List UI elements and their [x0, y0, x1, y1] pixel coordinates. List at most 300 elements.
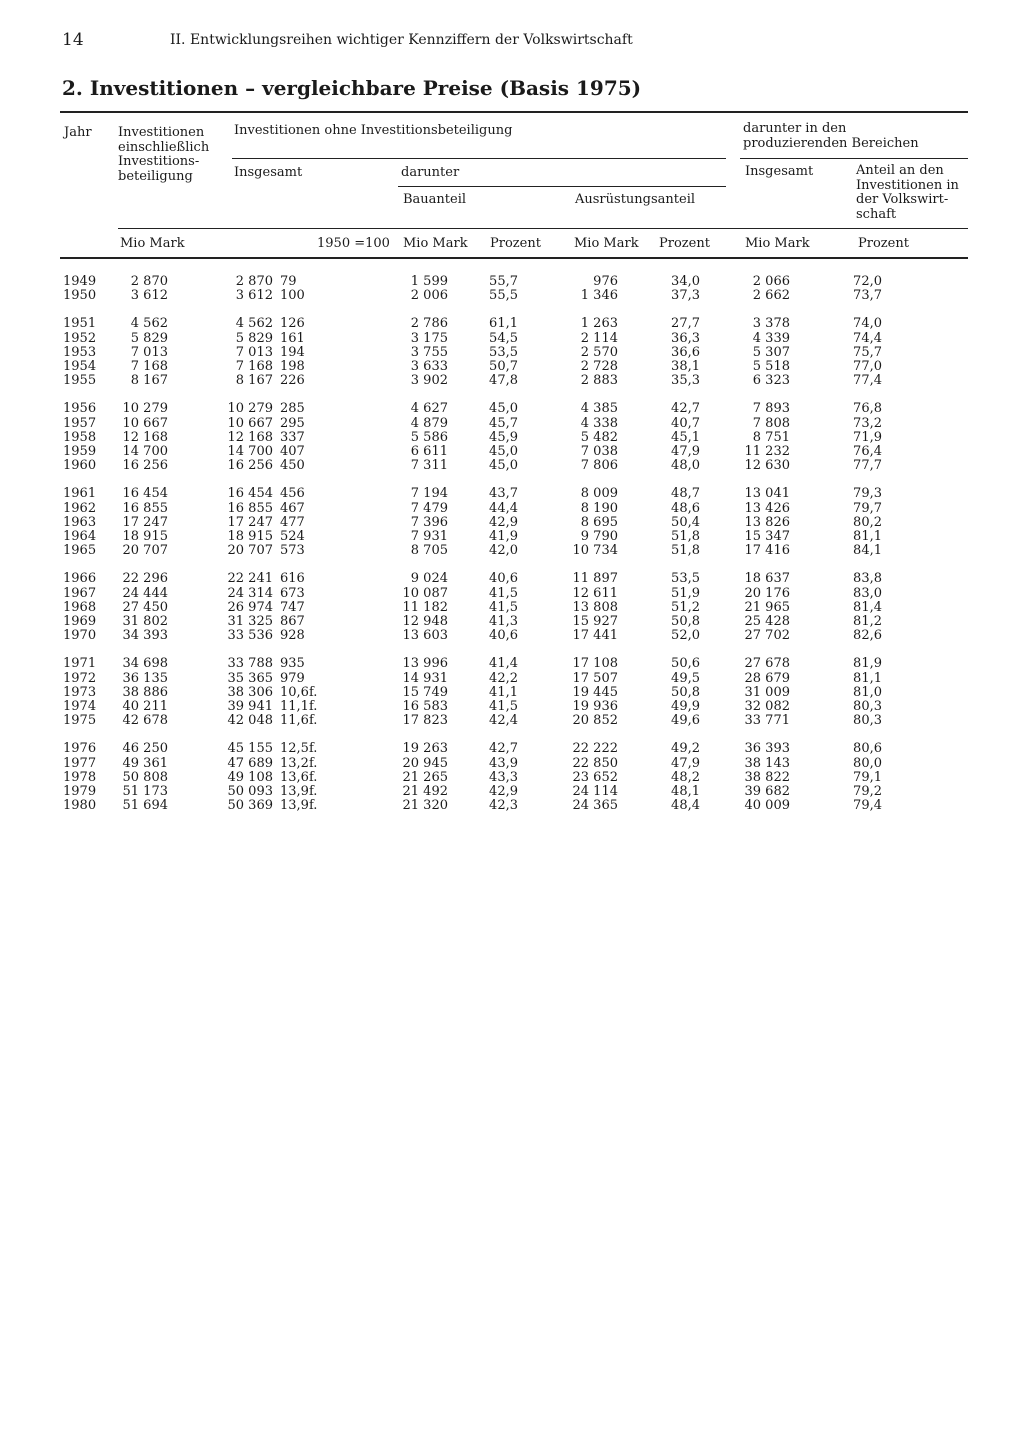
- cell-anteil-prozent: 82,6: [853, 628, 882, 644]
- cell-ausruestung-mio: 19 445: [572, 684, 618, 700]
- running-header: II. Entwicklungsreihen wichtiger Kennziffern der Volkswirtschaft: [170, 32, 633, 48]
- cell-inv-einschl: 4 562: [130, 316, 168, 332]
- header-prod-insgesamt: Insgesamt: [745, 164, 814, 179]
- cell-insgesamt: 8 167: [235, 373, 273, 389]
- header-anteil-line: der Volkswirt-: [856, 192, 949, 207]
- cell-insgesamt: 16 855: [227, 500, 273, 516]
- cell-ausruestung-mio: 17 441: [572, 628, 618, 644]
- cell-ausruestung-prozent: 50,4: [671, 514, 700, 530]
- cell-anteil-prozent: 80,0: [853, 755, 882, 771]
- cell-ausruestung-mio: 22 850: [572, 755, 618, 771]
- cell-ausruestung-mio: 13 808: [572, 599, 618, 615]
- cell-year: 1971: [63, 656, 97, 672]
- cell-index-1950: 79: [280, 274, 297, 289]
- table-title: 2. Investitionen – vergleichbare Preise (Basis 1975): [62, 76, 642, 100]
- cell-prod-mio: 38 143: [744, 755, 790, 771]
- cell-year: 1976: [63, 741, 97, 757]
- cell-inv-einschl: 38 886: [122, 684, 168, 700]
- cell-inv-einschl: 16 256: [122, 458, 168, 474]
- cell-bau-prozent: 47,8: [489, 373, 518, 389]
- cell-bau-mio: 14 931: [402, 670, 448, 686]
- cell-inv-einschl: 51 173: [122, 784, 168, 799]
- cell-prod-mio: 5 518: [752, 359, 790, 374]
- cell-prod-mio: 5 307: [752, 344, 790, 360]
- cell-index-1950: 198: [280, 359, 305, 374]
- unit-c9: Prozent: [858, 236, 909, 251]
- cell-prod-mio: 17 416: [744, 543, 790, 559]
- cell-ausruestung-prozent: 45,1: [671, 429, 700, 445]
- cell-bau-prozent: 55,7: [489, 274, 518, 289]
- cell-insgesamt: 50 369: [227, 798, 273, 814]
- cell-index-1950: 450: [280, 458, 305, 474]
- cell-bau-mio: 21 265: [402, 769, 448, 785]
- cell-bau-mio: 5 586: [410, 429, 448, 445]
- cell-bau-prozent: 40,6: [489, 628, 518, 644]
- cell-ausruestung-prozent: 38,1: [671, 359, 700, 374]
- cell-anteil-prozent: 79,1: [853, 769, 882, 785]
- cell-ausruestung-mio: 22 222: [572, 741, 618, 757]
- cell-ausruestung-mio: 8 695: [580, 514, 618, 530]
- cell-inv-einschl: 34 393: [122, 628, 168, 644]
- cell-year: 1968: [63, 599, 97, 615]
- cell-ausruestung-mio: 2 728: [580, 359, 618, 374]
- cell-inv-einschl: 24 444: [122, 585, 168, 601]
- cell-index-1950: 573: [280, 543, 305, 559]
- cell-inv-einschl: 18 915: [122, 529, 168, 544]
- cell-inv-einschl: 49 361: [122, 755, 168, 771]
- cell-bau-prozent: 43,9: [489, 755, 518, 771]
- cell-anteil-prozent: 81,0: [853, 684, 882, 700]
- cell-bau-mio: 20 945: [402, 755, 448, 771]
- cell-prod-mio: 2 662: [752, 288, 790, 304]
- cell-anteil-prozent: 74,4: [853, 330, 882, 346]
- cell-insgesamt: 7 013: [235, 344, 273, 360]
- cell-bau-prozent: 55,5: [489, 288, 518, 304]
- cell-inv-einschl: 16 855: [122, 500, 168, 516]
- cell-year: 1951: [63, 316, 97, 332]
- cell-year: 1962: [63, 500, 97, 516]
- cell-bau-prozent: 53,5: [489, 344, 518, 360]
- cell-insgesamt: 38 306: [227, 684, 273, 700]
- cell-ausruestung-mio: 2 114: [580, 330, 618, 346]
- cell-index-1950: 337: [280, 429, 305, 445]
- cell-prod-mio: 32 082: [744, 699, 790, 714]
- cell-bau-prozent: 41,5: [489, 699, 518, 714]
- cell-year: 1961: [63, 486, 97, 502]
- cell-insgesamt: 7 168: [235, 359, 273, 374]
- cell-inv-einschl: 17 247: [122, 514, 168, 530]
- cell-ausruestung-prozent: 50,6: [671, 656, 700, 672]
- cell-bau-mio: 13 603: [402, 628, 448, 644]
- cell-ausruestung-prozent: 47,9: [671, 755, 700, 771]
- cell-anteil-prozent: 80,6: [853, 741, 882, 757]
- cell-bau-prozent: 42,7: [489, 741, 518, 757]
- cell-ausruestung-mio: 7 806: [580, 458, 618, 474]
- cell-year: 1955: [63, 373, 97, 389]
- cell-bau-mio: 21 492: [402, 784, 448, 799]
- cell-bau-prozent: 40,6: [489, 571, 518, 587]
- cell-anteil-prozent: 79,3: [853, 486, 882, 502]
- cell-year: 1953: [63, 344, 97, 360]
- cell-ausruestung-prozent: 48,2: [671, 769, 700, 785]
- cell-ausruestung-mio: 2 883: [580, 373, 618, 389]
- cell-year: 1963: [63, 514, 97, 530]
- cell-bau-prozent: 61,1: [489, 316, 518, 332]
- cell-insgesamt: 10 279: [227, 401, 273, 417]
- cell-bau-mio: 1 599: [410, 274, 448, 289]
- cell-bau-prozent: 41,3: [489, 614, 518, 629]
- cell-insgesamt: 50 093: [227, 784, 273, 799]
- cell-insgesamt: 22 241: [227, 571, 273, 587]
- cell-bau-prozent: 41,5: [489, 599, 518, 615]
- cell-ausruestung-prozent: 37,3: [671, 288, 700, 304]
- cell-ausruestung-mio: 24 114: [572, 784, 618, 799]
- cell-index-1950: 616: [280, 571, 305, 587]
- unit-c4: Mio Mark: [403, 236, 468, 251]
- cell-inv-einschl: 20 707: [122, 543, 168, 559]
- cell-bau-mio: 8 705: [410, 543, 448, 559]
- cell-insgesamt: 33 788: [227, 656, 273, 672]
- unit-c3: 1950 =100: [317, 236, 390, 251]
- header-anteil: [856, 164, 959, 222]
- cell-bau-mio: 3 633: [410, 359, 448, 374]
- cell-anteil-prozent: 74,0: [853, 316, 882, 332]
- cell-prod-mio: 21 965: [744, 599, 790, 615]
- cell-ausruestung-prozent: 49,9: [671, 699, 700, 714]
- cell-ausruestung-mio: 976: [593, 274, 618, 289]
- unit-c7: Prozent: [659, 236, 710, 251]
- cell-bau-prozent: 45,9: [489, 429, 518, 445]
- cell-year: 1973: [63, 684, 97, 700]
- cell-bau-mio: 3 175: [410, 330, 448, 346]
- cell-ausruestung-prozent: 50,8: [671, 684, 700, 700]
- cell-index-1950: 407: [280, 444, 305, 459]
- cell-year: 1954: [63, 359, 97, 374]
- cell-ausruestung-prozent: 34,0: [671, 274, 700, 289]
- cell-index-1950: 524: [280, 529, 305, 544]
- header-anteil-line: Anteil an den: [856, 163, 944, 178]
- header-inv-ohne: Investitionen ohne Investitionsbeteiligung: [234, 123, 513, 138]
- cell-year: 1957: [63, 415, 97, 431]
- cell-bau-mio: 21 320: [402, 798, 448, 814]
- cell-insgesamt: 17 247: [227, 514, 273, 530]
- cell-bau-prozent: 42,9: [489, 514, 518, 530]
- rule-below-units: [60, 257, 968, 259]
- cell-ausruestung-mio: 9 790: [580, 529, 618, 544]
- cell-anteil-prozent: 81,2: [853, 614, 882, 629]
- cell-index-1950: 867: [280, 614, 305, 629]
- header-inv-einschl-line: beteiligung: [118, 168, 193, 184]
- cell-prod-mio: 38 822: [744, 769, 790, 785]
- cell-bau-mio: 12 948: [402, 614, 448, 629]
- cell-anteil-prozent: 73,2: [853, 415, 882, 431]
- cell-inv-einschl: 7 168: [130, 359, 168, 374]
- cell-prod-mio: 6 323: [752, 373, 790, 389]
- cell-bau-mio: 4 879: [410, 415, 448, 431]
- cell-ausruestung-prozent: 51,2: [671, 599, 700, 615]
- cell-ausruestung-mio: 24 365: [572, 798, 618, 814]
- cell-prod-mio: 12 630: [744, 458, 790, 474]
- cell-insgesamt: 35 365: [227, 670, 273, 686]
- cell-prod-mio: 25 428: [744, 614, 790, 629]
- cell-ausruestung-prozent: 51,8: [671, 543, 700, 559]
- cell-ausruestung-mio: 4 385: [580, 401, 618, 417]
- cell-year: 1972: [63, 670, 97, 686]
- cell-year: 1958: [63, 429, 97, 445]
- cell-bau-prozent: 43,3: [489, 769, 518, 785]
- cell-index-1950: 126: [280, 316, 305, 332]
- cell-prod-mio: 39 682: [744, 784, 790, 799]
- cell-index-1950: 747: [280, 599, 305, 615]
- cell-ausruestung-prozent: 53,5: [671, 571, 700, 587]
- cell-index-1950: 194: [280, 344, 305, 360]
- cell-anteil-prozent: 76,4: [853, 444, 882, 459]
- cell-year: 1956: [63, 401, 97, 417]
- cell-insgesamt: 42 048: [227, 713, 273, 729]
- rule-under-darunter: [398, 186, 726, 187]
- cell-bau-mio: 13 996: [402, 656, 448, 672]
- cell-inv-einschl: 36 135: [122, 670, 168, 686]
- cell-year: 1974: [63, 699, 97, 714]
- cell-anteil-prozent: 71,9: [853, 429, 882, 445]
- cell-anteil-prozent: 80,3: [853, 699, 882, 714]
- cell-insgesamt: 3 612: [235, 288, 273, 304]
- cell-anteil-prozent: 76,8: [853, 401, 882, 417]
- cell-inv-einschl: 31 802: [122, 614, 168, 629]
- cell-bau-prozent: 44,4: [489, 500, 518, 516]
- cell-ausruestung-mio: 5 482: [580, 429, 618, 445]
- cell-prod-mio: 3 378: [752, 316, 790, 332]
- cell-ausruestung-mio: 1 263: [580, 316, 618, 332]
- cell-prod-mio: 27 678: [744, 656, 790, 672]
- cell-ausruestung-prozent: 36,3: [671, 330, 700, 346]
- cell-bau-mio: 17 823: [402, 713, 448, 729]
- cell-inv-einschl: 5 829: [130, 330, 168, 346]
- cell-prod-mio: 31 009: [744, 684, 790, 700]
- cell-insgesamt: 18 915: [227, 529, 273, 544]
- unit-c6: Mio Mark: [574, 236, 639, 251]
- cell-index-1950: 477: [280, 514, 305, 530]
- cell-ausruestung-mio: 20 852: [572, 713, 618, 729]
- cell-ausruestung-prozent: 36,6: [671, 344, 700, 360]
- cell-prod-mio: 13 426: [744, 500, 790, 516]
- cell-year: 1970: [63, 628, 97, 644]
- cell-year: 1979: [63, 784, 97, 799]
- cell-inv-einschl: 3 612: [130, 288, 168, 304]
- cell-insgesamt: 47 689: [227, 755, 273, 771]
- cell-ausruestung-prozent: 51,8: [671, 529, 700, 544]
- cell-index-1950: 979: [280, 670, 305, 686]
- header-inv-einschl: [118, 126, 209, 184]
- cell-prod-mio: 28 679: [744, 670, 790, 686]
- cell-anteil-prozent: 80,3: [853, 713, 882, 729]
- cell-bau-mio: 7 396: [410, 514, 448, 530]
- cell-anteil-prozent: 81,9: [853, 656, 882, 672]
- cell-index-1950: 928: [280, 628, 305, 644]
- header-darunter-prod: [743, 122, 919, 151]
- cell-bau-mio: 9 024: [410, 571, 448, 587]
- cell-inv-einschl: 8 167: [130, 373, 168, 389]
- cell-year: 1969: [63, 614, 97, 629]
- cell-ausruestung-mio: 12 611: [572, 585, 618, 601]
- cell-ausruestung-mio: 10 734: [572, 543, 618, 559]
- cell-bau-prozent: 45,7: [489, 415, 518, 431]
- cell-index-1950: 12,5f.: [280, 741, 318, 757]
- cell-bau-mio: 7 194: [410, 486, 448, 502]
- cell-bau-prozent: 41,1: [489, 684, 518, 700]
- cell-bau-mio: 15 749: [402, 684, 448, 700]
- cell-ausruestung-mio: 19 936: [572, 699, 618, 714]
- unit-c1: Mio Mark: [120, 236, 185, 251]
- cell-index-1950: 13,2f.: [280, 755, 318, 771]
- cell-insgesamt: 4 562: [235, 316, 273, 332]
- cell-index-1950: 467: [280, 500, 305, 516]
- cell-anteil-prozent: 75,7: [853, 344, 882, 360]
- rule-under-darunter-prod: [740, 158, 968, 159]
- cell-bau-prozent: 41,4: [489, 656, 518, 672]
- cell-ausruestung-mio: 17 108: [572, 656, 618, 672]
- header-ausruestungsanteil: Ausrüstungsanteil: [575, 192, 696, 207]
- cell-bau-prozent: 43,7: [489, 486, 518, 502]
- cell-ausruestung-mio: 8 009: [580, 486, 618, 502]
- cell-year: 1964: [63, 529, 97, 544]
- cell-bau-mio: 10 087: [402, 585, 448, 601]
- rule-above-units: [118, 228, 968, 229]
- cell-ausruestung-prozent: 27,7: [671, 316, 700, 332]
- cell-ausruestung-prozent: 49,5: [671, 670, 700, 686]
- cell-year: 1950: [63, 288, 97, 304]
- cell-bau-mio: 19 263: [402, 741, 448, 757]
- cell-inv-einschl: 46 250: [122, 741, 168, 757]
- cell-ausruestung-prozent: 42,7: [671, 401, 700, 417]
- cell-prod-mio: 27 702: [744, 628, 790, 644]
- cell-inv-einschl: 22 296: [122, 571, 168, 587]
- cell-index-1950: 11,1f.: [280, 699, 318, 714]
- cell-prod-mio: 7 893: [752, 401, 790, 417]
- cell-bau-prozent: 42,9: [489, 784, 518, 799]
- cell-prod-mio: 40 009: [744, 798, 790, 814]
- cell-inv-einschl: 51 694: [122, 798, 168, 814]
- cell-bau-prozent: 41,5: [489, 585, 518, 601]
- cell-bau-mio: 2 786: [410, 316, 448, 332]
- cell-insgesamt: 16 256: [227, 458, 273, 474]
- cell-bau-mio: 11 182: [402, 599, 448, 615]
- cell-anteil-prozent: 79,2: [853, 784, 882, 799]
- cell-bau-mio: 16 583: [402, 699, 448, 714]
- cell-insgesamt: 24 314: [227, 585, 273, 601]
- cell-ausruestung-mio: 4 338: [580, 415, 618, 431]
- cell-index-1950: 295: [280, 415, 305, 431]
- cell-bau-prozent: 54,5: [489, 330, 518, 346]
- cell-bau-mio: 2 006: [410, 288, 448, 304]
- header-anteil-line: schaft: [856, 206, 897, 222]
- cell-prod-mio: 13 041: [744, 486, 790, 502]
- cell-year: 1959: [63, 444, 97, 459]
- cell-prod-mio: 18 637: [744, 571, 790, 587]
- cell-bau-mio: 3 755: [410, 344, 448, 360]
- cell-year: 1980: [63, 798, 97, 814]
- cell-bau-prozent: 45,0: [489, 401, 518, 417]
- cell-year: 1966: [63, 571, 97, 587]
- cell-insgesamt: 39 941: [227, 699, 273, 714]
- cell-insgesamt: 45 155: [227, 741, 273, 757]
- header-inv-einschl-line: Investitions-: [118, 154, 200, 169]
- cell-bau-mio: 4 627: [410, 401, 448, 417]
- cell-bau-prozent: 45,0: [489, 458, 518, 474]
- top-rule: [60, 111, 968, 113]
- cell-index-1950: 285: [280, 401, 305, 417]
- cell-index-1950: 100: [280, 288, 305, 304]
- header-inv-einschl-line: Investitionen: [118, 125, 205, 140]
- cell-bau-mio: 7 931: [410, 529, 448, 544]
- cell-prod-mio: 8 751: [752, 429, 790, 445]
- cell-bau-prozent: 42,3: [489, 798, 518, 814]
- cell-insgesamt: 14 700: [227, 444, 273, 459]
- cell-ausruestung-prozent: 47,9: [671, 444, 700, 459]
- cell-ausruestung-mio: 1 346: [580, 288, 618, 304]
- cell-inv-einschl: 40 211: [122, 699, 168, 714]
- cell-insgesamt: 33 536: [227, 628, 273, 644]
- cell-inv-einschl: 50 808: [122, 769, 168, 785]
- cell-index-1950: 13,9f.: [280, 784, 318, 799]
- cell-year: 1960: [63, 458, 97, 474]
- cell-inv-einschl: 14 700: [122, 444, 168, 459]
- header-inv-einschl-line: einschließlich: [118, 139, 210, 155]
- cell-index-1950: 11,6f.: [280, 713, 318, 729]
- cell-inv-einschl: 42 678: [122, 713, 168, 729]
- cell-ausruestung-mio: 17 507: [572, 670, 618, 686]
- cell-index-1950: 13,9f.: [280, 798, 318, 814]
- cell-ausruestung-prozent: 50,8: [671, 614, 700, 629]
- cell-bau-prozent: 41,9: [489, 529, 518, 544]
- cell-index-1950: 226: [280, 373, 305, 389]
- cell-anteil-prozent: 81,1: [853, 529, 882, 544]
- cell-anteil-prozent: 83,8: [853, 571, 882, 587]
- cell-index-1950: 13,6f.: [280, 769, 318, 785]
- cell-index-1950: 673: [280, 585, 305, 601]
- cell-insgesamt: 2 870: [235, 274, 273, 289]
- cell-anteil-prozent: 73,7: [853, 288, 882, 304]
- cell-inv-einschl: 2 870: [130, 274, 168, 289]
- cell-anteil-prozent: 80,2: [853, 514, 882, 530]
- cell-bau-prozent: 42,2: [489, 670, 518, 686]
- cell-bau-mio: 3 902: [410, 373, 448, 389]
- header-insgesamt: Insgesamt: [234, 165, 303, 180]
- cell-index-1950: 935: [280, 656, 305, 672]
- cell-ausruestung-prozent: 48,0: [671, 458, 700, 474]
- cell-insgesamt: 12 168: [227, 429, 273, 445]
- cell-ausruestung-mio: 15 927: [572, 614, 618, 629]
- cell-year: 1967: [63, 585, 97, 601]
- cell-prod-mio: 11 232: [744, 444, 790, 459]
- cell-index-1950: 161: [280, 330, 305, 346]
- cell-insgesamt: 16 454: [227, 486, 273, 502]
- cell-inv-einschl: 10 667: [122, 415, 168, 431]
- cell-ausruestung-prozent: 48,6: [671, 500, 700, 516]
- page-number: 14: [62, 30, 84, 50]
- cell-ausruestung-prozent: 35,3: [671, 373, 700, 389]
- cell-insgesamt: 20 707: [227, 543, 273, 559]
- cell-prod-mio: 20 176: [744, 585, 790, 601]
- cell-year: 1978: [63, 769, 97, 785]
- cell-ausruestung-mio: 11 897: [572, 571, 618, 587]
- cell-anteil-prozent: 79,7: [853, 500, 882, 516]
- header-darunter-prod-line: darunter in den: [743, 121, 847, 136]
- cell-ausruestung-prozent: 49,6: [671, 713, 700, 729]
- cell-prod-mio: 4 339: [752, 330, 790, 346]
- cell-bau-mio: 6 611: [410, 444, 448, 459]
- cell-anteil-prozent: 72,0: [853, 274, 882, 289]
